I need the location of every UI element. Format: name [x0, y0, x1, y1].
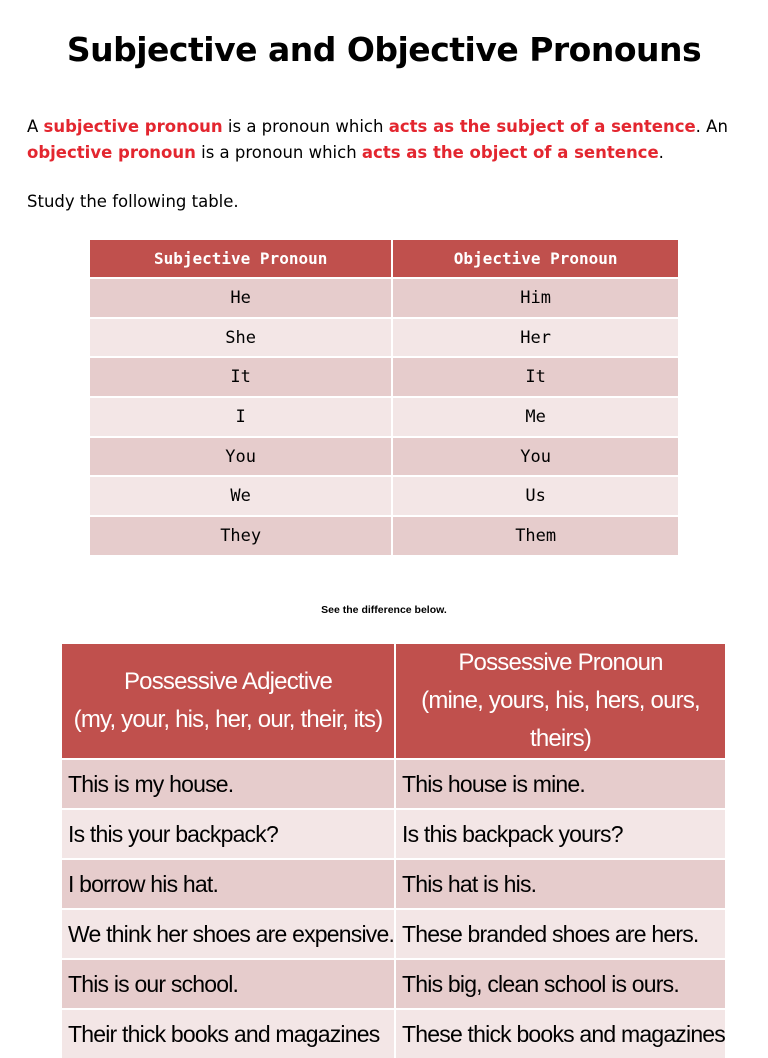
intro-text: . An — [695, 117, 728, 136]
table-cell: We think her shoes are expensive. — [62, 909, 395, 959]
table-cell: This is our school. — [62, 959, 395, 1009]
pronoun-table — [90, 240, 678, 555]
table-cell: This is my house. — [62, 759, 395, 809]
table-row — [90, 476, 678, 516]
table-row — [90, 278, 678, 318]
intro-text: is a pronoun which — [195, 143, 362, 162]
table-cell: You — [392, 437, 678, 477]
table-cell: We — [90, 476, 392, 516]
table-row — [90, 516, 678, 555]
table-row — [62, 959, 725, 1009]
column-header-objective: Objective Pronoun — [392, 240, 678, 278]
table-cell: Their thick books and magazines — [62, 1009, 395, 1058]
see-difference-caption: See the difference below. — [321, 604, 447, 616]
table-row — [90, 318, 678, 358]
table-cell: This hat is his. — [395, 859, 725, 909]
possessive-table — [62, 644, 725, 1058]
table-cell: I borrow his hat. — [62, 859, 395, 909]
header-title: Possessive Pronoun — [458, 649, 663, 676]
highlight-subject-definition: acts as the subject of a sentence — [388, 117, 696, 136]
table-row — [90, 397, 678, 437]
table-cell: I — [90, 397, 392, 437]
highlight-object-definition: acts as the object of a sentence — [361, 143, 659, 162]
table-row — [90, 357, 678, 397]
table-cell: It — [392, 357, 678, 397]
table-cell: These branded shoes are hers. — [395, 909, 725, 959]
table-cell: He — [90, 278, 392, 318]
highlight-subjective-pronoun: subjective pronoun — [43, 117, 223, 136]
pronoun-table-header-row — [90, 240, 678, 278]
column-header-possessive-adjective — [62, 644, 395, 759]
header-subtitle: (my, your, his, her, our, their, its) — [73, 706, 383, 733]
table-cell: These thick books and magazines — [395, 1009, 725, 1058]
table-row — [62, 909, 725, 959]
table-cell: Him — [392, 278, 678, 318]
table-cell: Her — [392, 318, 678, 358]
column-header-possessive-pronoun — [395, 644, 725, 759]
table-cell: Is this backpack yours? — [395, 809, 725, 859]
table-row — [62, 809, 725, 859]
table-cell: It — [90, 357, 392, 397]
intro-paragraph — [27, 114, 747, 166]
highlight-objective-pronoun: objective pronoun — [27, 143, 196, 162]
intro-text: A — [27, 117, 44, 136]
page-title: Subjective and Objective Pronouns — [66, 30, 702, 69]
table-cell: You — [90, 437, 392, 477]
intro-text: is a pronoun which — [222, 117, 389, 136]
table-cell: She — [90, 318, 392, 358]
possessive-table-header-row — [62, 644, 725, 759]
table-cell: Them — [392, 516, 678, 555]
table-cell: Is this your backpack? — [62, 809, 395, 859]
header-title: Possessive Adjective — [123, 668, 333, 695]
header-subtitle: (mine, yours, his, hers, ours, theirs) — [421, 687, 700, 752]
table-cell: This big, clean school is ours. — [395, 959, 725, 1009]
table-cell: Us — [392, 476, 678, 516]
table-cell: This house is mine. — [395, 759, 725, 809]
table-row — [62, 759, 725, 809]
table-row — [90, 437, 678, 477]
study-instruction: Study the following table. — [27, 192, 239, 211]
intro-text: . — [658, 143, 664, 162]
table-row — [62, 1009, 725, 1058]
column-header-subjective: Subjective Pronoun — [90, 240, 392, 278]
table-row — [62, 859, 725, 909]
table-cell: They — [90, 516, 392, 555]
table-cell: Me — [392, 397, 678, 437]
